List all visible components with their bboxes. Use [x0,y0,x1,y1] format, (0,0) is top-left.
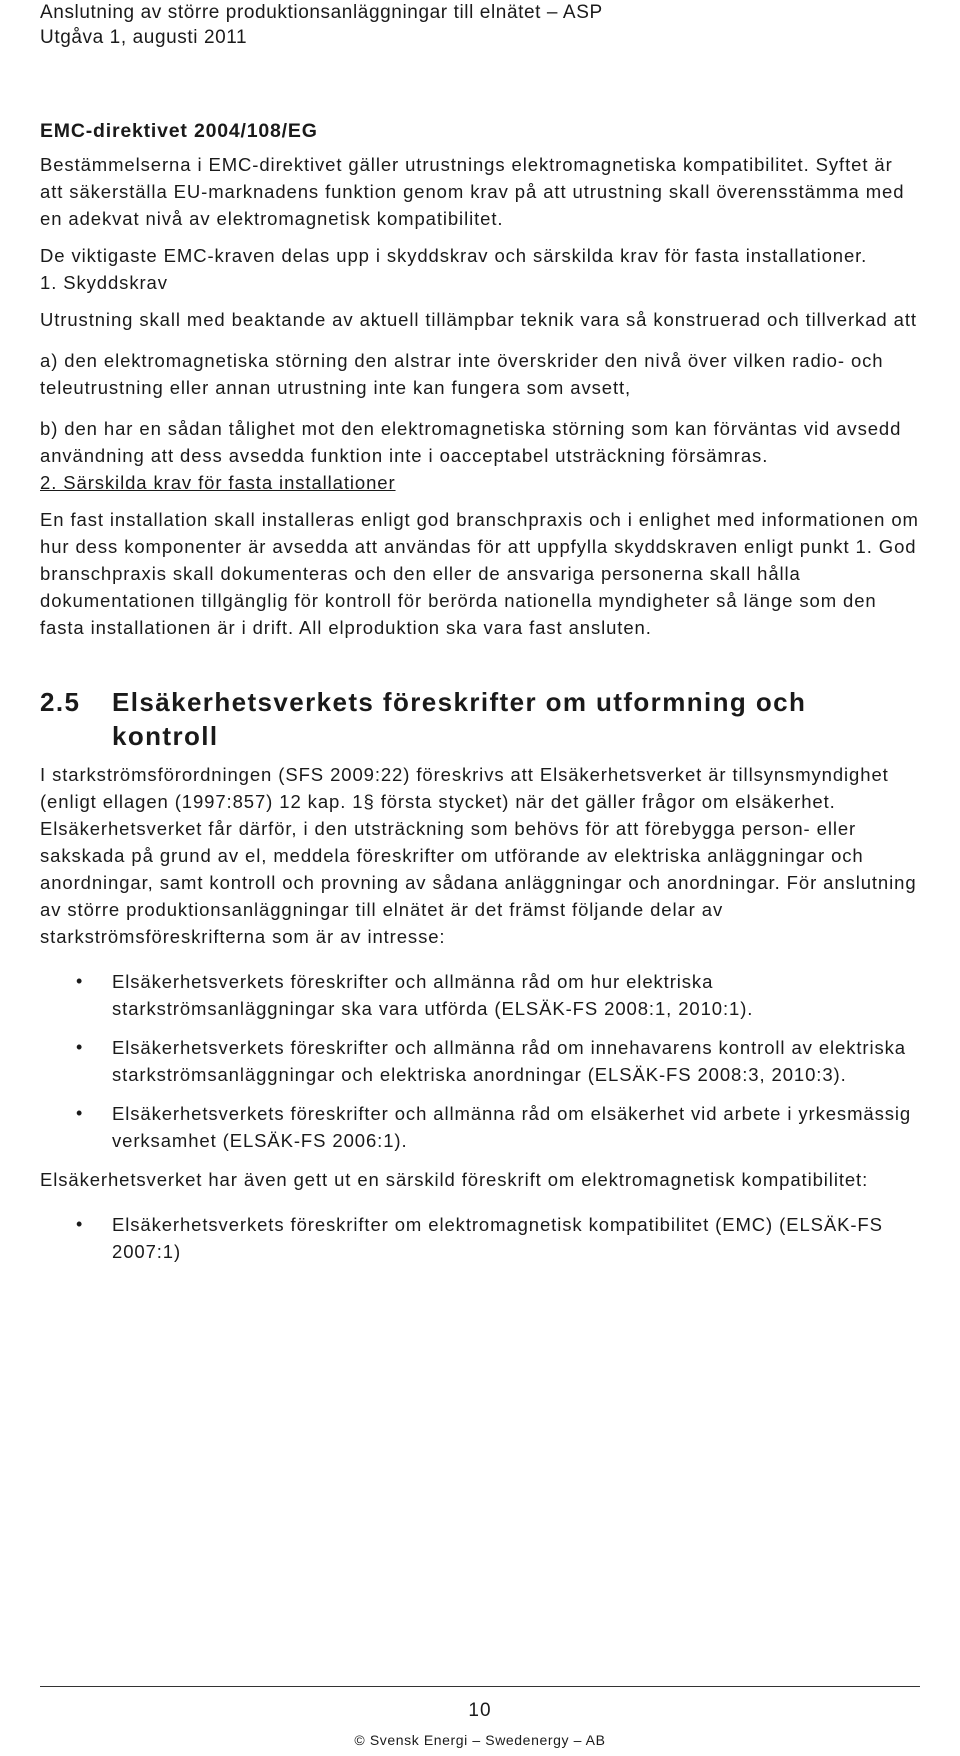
list-item-text: Elsäkerhetsverkets föreskrifter och allmänna råd om elsäkerhet vid arbete i yrkesmässig verksamhet (ELSÄK-FS 2006:1). [112,1103,912,1151]
list-item-text: Elsäkerhetsverkets föreskrifter och allmänna råd om innehavarens kontroll av elektriska starkströmsanläggningar och elektriska anordningar (ELSÄK-FS 2008:3, 2010:3). [112,1037,906,1085]
running-header [40,0,603,50]
header-title: Anslutning av större produktionsanläggningar till elnätet – ASP [40,2,603,23]
section-intro-paragraph: I starkströmsförordningen (SFS 2009:22) föreskrivs att Elsäkerhetsverket är tillsynsmyndighet (enligt ellagen (1997:857) 12 kap. 1§ första stycket) när det gäller frågor om elsäkerhet. Elsäkerhetsverket får därför, i den utsträckning som behövs för att förebygga person- eller sakskada på grund av el, meddela föreskrifter om utförande av elektriska anläggningar och anordningar, samt kontroll och provning av sådana anläggningar och anordningar. För anslutning av större produktionsanläggningar till elnätet är det främst följande delar av starkströmsföreskrifterna som är av intresse: [40,764,917,947]
list-item-text: Elsäkerhetsverkets föreskrifter om elektromagnetisk kompatibilitet (EMC) (ELSÄK-FS 2007:1) [112,1214,883,1262]
list-item [40,1211,920,1265]
main-content [40,118,920,1277]
requirement-a: a) den elektromagnetiska störning den alstrar inte överskrider den nivå över vilken radio- och teleutrustning eller annan utrustning inte kan fungera som avsett, [40,350,884,398]
requirement-b: b) den har en sådan tålighet mot den elektromagnetiska störning som kan förväntas vid avsedd användning att dess avsedda funktion inte i oacceptabel utsträckning försämras. [40,418,902,466]
page-number: 10 [468,1700,492,1721]
emc-intro-paragraph: Bestämmelserna i EMC-direktivet gäller utrustnings elektromagnetiska kompatibilitet. Syftet är att säkerställa EU-marknadens funktion genom krav på att utrustning skall överensstämma med en adekvat nivå av elektromagnetisk kompatibilitet. [40,154,905,229]
emc-directive-title: EMC-direktivet 2004/108/EG [40,120,318,142]
bullet-icon: • [76,1037,84,1057]
header-edition: Utgåva 1, augusti 2011 [40,27,248,48]
bullet-icon: • [76,1214,84,1234]
section-number: 2.5 [40,687,81,717]
footer-divider [40,1686,920,1687]
section-title: Elsäkerhetsverkets föreskrifter om utformning och kontroll [112,687,807,751]
fixed-installations-title: 2. Särskilda krav för fasta installationer [40,472,396,493]
list-item-text: Elsäkerhetsverkets föreskrifter och allmänna råd om hur elektriska starkströmsanläggningar ska vara utförda (ELSÄK-FS 2008:1, 2010:1). [112,971,754,1019]
list-item [40,1100,920,1154]
regulations-list [40,968,920,1154]
fixed-installations-text: En fast installation skall installeras enligt god branschpraxis och i enlighet med informationen om hur dess komponenter är avsedda att användas för att uppfylla skyddskraven enligt punkt 1. God branschpraxis skall dokumenteras och den eller de ansvariga personerna skall hålla dokumentationen tillgänglig för kontroll för berörda nationella myndigheter så länge som den fasta installationen är i drift. All elproduktion ska vara fast ansluten. [40,509,919,638]
bullet-icon: • [76,971,84,991]
protection-requirements-title: 1. Skyddskrav [40,272,168,293]
copyright-notice: © Svensk Energi – Swedenergy – AB [354,1732,606,1748]
emc-regulation-paragraph: Elsäkerhetsverket har även gett ut en särskild föreskrift om elektromagnetisk kompatibilitet: [40,1169,869,1190]
list-item [40,968,920,1022]
section-heading [40,685,920,753]
emc-regulation-list [40,1211,920,1265]
emc-requirements-paragraph: De viktigaste EMC-kraven delas upp i skyddskrav och särskilda krav för fasta installationer. [40,245,868,266]
bullet-icon: • [76,1103,84,1123]
protection-requirements-intro: Utrustning skall med beaktande av aktuell tillämpbar teknik vara så konstruerad och tillverkad att [40,309,917,330]
list-item [40,1034,920,1088]
